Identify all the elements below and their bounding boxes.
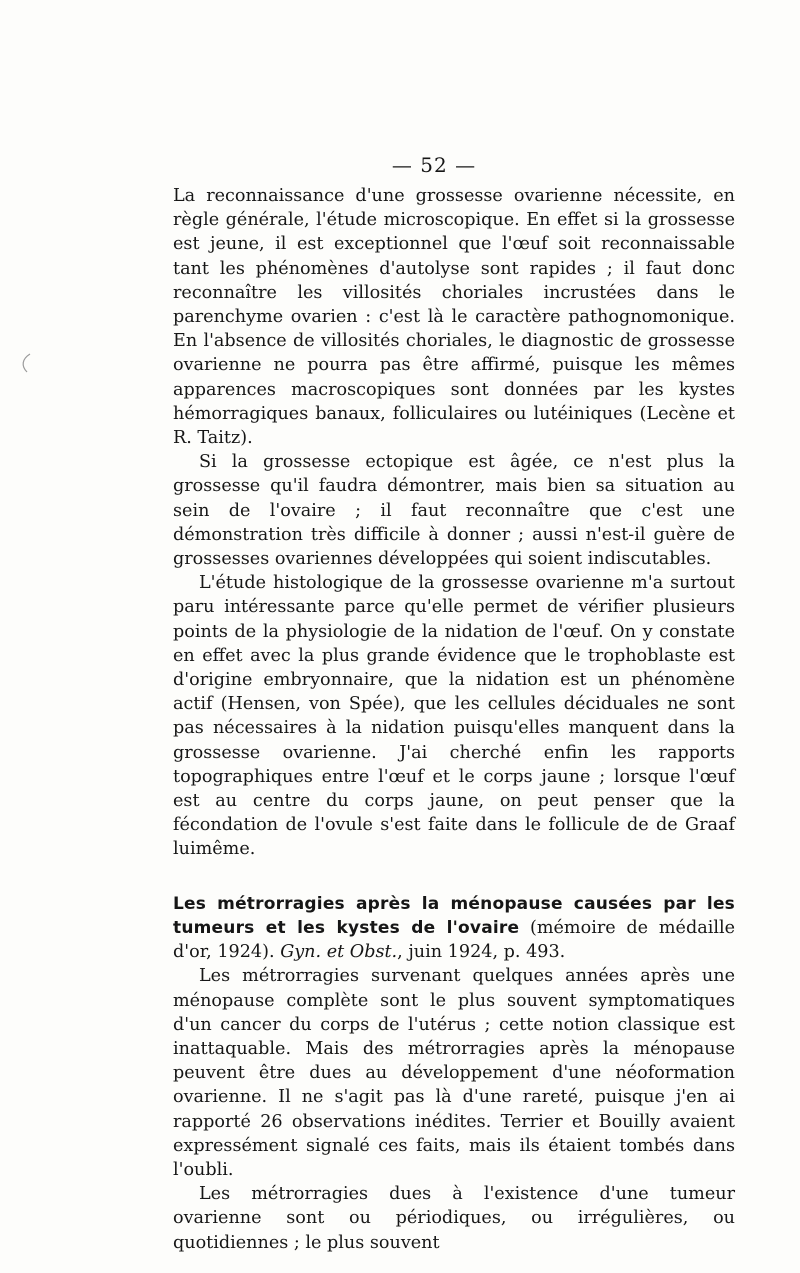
paragraph-3: L'étude histologique de la grossesse ovarienne m'a surtout paru intéressante parce qu'elle permet de vérifier plusieurs points de la physiologie de la nidation de l'œuf. On y constate en effet avec la plus grande évidence que le trophoblaste est d'origine embryonnaire, que la nidation est un phénomène actif (Hensen, von Spée), que les cellules déciduales ne sont pas nécessaires à la nidation puisqu'elles manquent dans la grossesse ovarienne. J'ai cherché enfin les rapports topographiques entre l'œuf et le corps jaune ; lorsque l'œuf est au centre du corps jaune, on peut penser que la fécondation de l'ovule s'est faite dans le follicule de de Graaf luimême. (173, 573, 735, 860)
section-heading (173, 892, 735, 965)
section-heading-citation-2: , juin 1924, p. 493. (397, 942, 566, 963)
paragraph-1: La reconnaissance d'une grossesse ovarienne nécessite, en règle générale, l'étude microscopique. En effet si la grossesse est jeune, il est exceptionnel que l'œuf soit reconnaissable tant les phénomènes d'autolyse sont rapides ; il faut donc reconnaître les villosités choriales incrustées dans le parenchyme ovarien : c'est là le caractère pathognomonique. En l'absence de villosités choriales, le diagnostic de grossesse ovarienne ne pourra pas être affirmé, puisque les mêmes apparences macroscopiques sont données par les kystes hémorragiques banaux, folliculaires ou lutéiniques (Lecène et R. Taitz). (173, 186, 735, 449)
paragraph-2: Si la grossesse ectopique est âgée, ce n'est plus la grossesse qu'il faudra démontrer, mais bien sa situation au sein de l'ovaire ; il faut reconnaître que c'est une démonstration très difficile à donner ; aussi n'est-il guère de grossesses ovariennes développées qui soient indiscutables. (173, 452, 735, 570)
paragraph-5: Les métrorragies dues à l'existence d'une tumeur ovarienne sont ou périodiques, ou irrégulières, ou quotidiennes ; le plus souvent (173, 1184, 735, 1253)
section-heading-citation-1: (mémoire de médaille d'or, 1924). (173, 917, 735, 963)
section-heading-title: Les métrorragies après la ménopause causées par les tumeurs et les kystes de l'ovaire (173, 893, 735, 938)
page-number: — 52 — (391, 153, 477, 177)
margin-pencil-mark (18, 352, 34, 374)
section-heading-journal: Gyn. et Obst. (280, 942, 398, 963)
body-text (173, 184, 735, 1255)
paragraph-4: Les métrorragies survenant quelques années après une ménopause complète sont le plus souvent symptomatiques d'un cancer du corps de l'utérus ; cette notion classique est inattaquable. Mais des métrorragies après la ménopause peuvent être dues au développement d'une néoformation ovarienne. Il ne s'agit pas là d'une rareté, puisque j'en ai rapporté 26 observations inédites. Terrier et Bouilly avaient expressément signalé ces faits, mais ils étaient tombés dans l'oubli. (173, 966, 735, 1180)
